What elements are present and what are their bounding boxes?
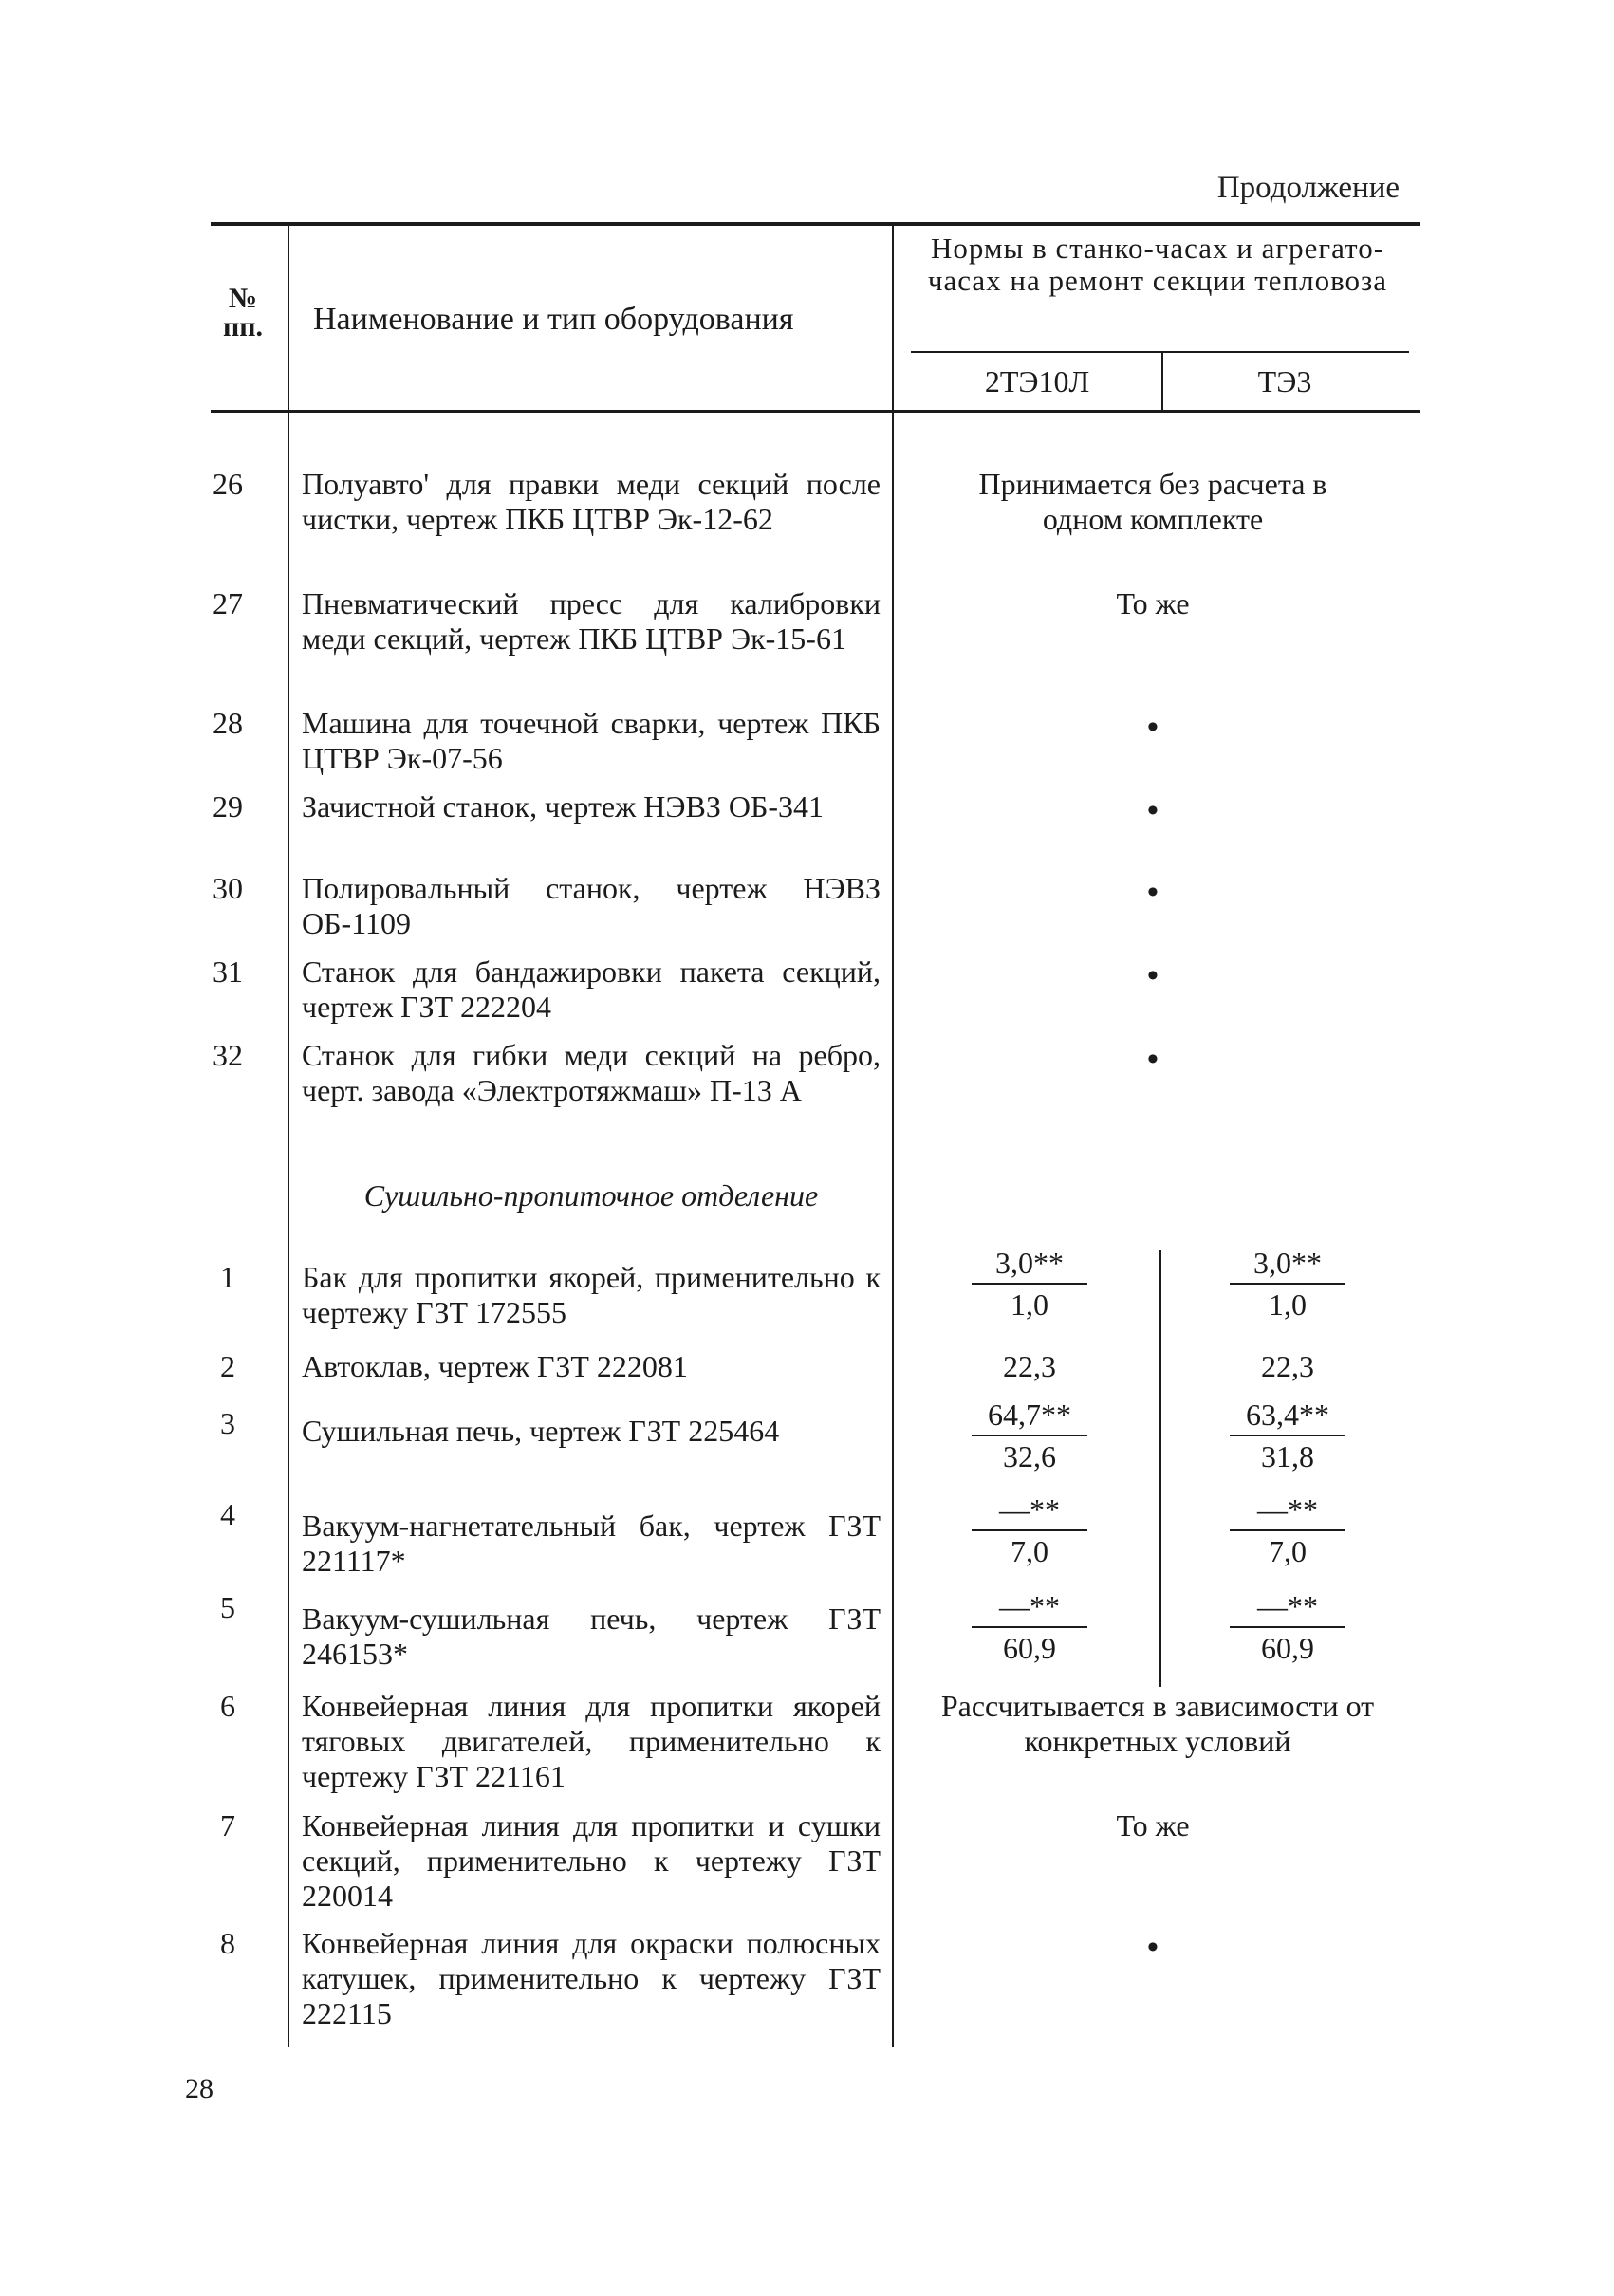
row-equipment-name: Вакуум-нагнетательный бак, чертеж ГЗТ 221117* — [302, 1509, 881, 1578]
norm-subcolumn-line — [1159, 1250, 1161, 1687]
num-column-line — [288, 226, 289, 2047]
row-number: 32 — [213, 1038, 243, 1072]
ditto-mark: • — [1147, 958, 1159, 993]
ditto-mark: • — [1147, 875, 1159, 910]
fraction-value-2te10l — [968, 1397, 1091, 1474]
row-equipment-name: Конвейерная линия для пропитки и сушки секций, применительно к чертежу ГЗТ 220014 — [302, 1808, 881, 1913]
row-equipment-name: Конвейерная линия для пропитки якорей тяговых двигателей, применительно к чертежу ГЗТ 221161 — [302, 1689, 881, 1793]
row-number: 1 — [220, 1260, 235, 1294]
fraction-bar — [1230, 1283, 1345, 1285]
fraction-bar — [1230, 1435, 1345, 1436]
row-norm-note: Рассчитывается в зависимости от конкретных условий — [940, 1689, 1375, 1758]
fraction-denominator: 7,0 — [1011, 1534, 1048, 1568]
row-equipment-name: Бак для пропитки якорей, применительно к чертежу ГЗТ 172555 — [302, 1260, 881, 1329]
fraction-value-te3 — [1226, 1588, 1349, 1666]
fraction-numerator: 3,0** — [995, 1246, 1064, 1280]
continuation-label: Продолжение — [1216, 171, 1400, 205]
row-equipment-name: Полировальный станок, чертеж НЭВЗ ОБ-1109 — [302, 871, 881, 940]
fraction-denominator: 1,0 — [1011, 1287, 1048, 1322]
row-number: 8 — [220, 1926, 235, 1960]
fraction-denominator: 60,9 — [1003, 1631, 1056, 1665]
row-number: 26 — [213, 467, 243, 501]
row-norm-note: Принимается без расчета в одном комплекте — [978, 467, 1327, 536]
fraction-denominator: 60,9 — [1261, 1631, 1314, 1665]
fraction-numerator: 64,7** — [988, 1398, 1071, 1432]
fraction-numerator: 3,0** — [1253, 1246, 1322, 1280]
row-number: 6 — [220, 1689, 235, 1723]
value-te3: 22,3 — [1261, 1349, 1314, 1383]
fraction-bar — [972, 1626, 1087, 1628]
row-norm-note: То же — [1116, 1808, 1190, 1842]
name-column-line — [892, 226, 894, 2047]
fraction-numerator: —** — [1257, 1492, 1318, 1527]
fraction-denominator: 31,8 — [1261, 1439, 1314, 1473]
row-number: 31 — [213, 954, 243, 989]
row-number: 7 — [220, 1808, 235, 1842]
fraction-value-te3 — [1226, 1245, 1349, 1323]
ditto-mark: • — [1147, 793, 1159, 828]
fraction-bar — [972, 1283, 1087, 1285]
row-equipment-name: Пневматический пресс для калибровки меди секций, чертеж ПКБ ЦТВР Эк-15-61 — [302, 586, 881, 656]
row-norm-note: То же — [1116, 586, 1190, 620]
row-number: 29 — [213, 789, 243, 824]
row-equipment-name: Полуавто' для правки меди секций после чистки, чертеж ПКБ ЦТВР Эк-12-62 — [302, 467, 881, 536]
subsection-heading: Сушильно-пропиточное отделение — [363, 1178, 819, 1213]
row-equipment-name: Сушильная печь, чертеж ГЗТ 225464 — [302, 1414, 780, 1448]
header-number: № пп. — [222, 283, 264, 343]
fraction-value-te3 — [1226, 1491, 1349, 1569]
row-equipment-name: Вакуум-сушильная печь, чертеж ГЗТ 246153* — [302, 1602, 881, 1671]
fraction-denominator: 1,0 — [1269, 1287, 1307, 1322]
row-number: 30 — [213, 871, 243, 905]
fraction-value-2te10l — [968, 1491, 1091, 1569]
row-equipment-name: Машина для точечной сварки, чертеж ПКБ ЦТВР Эк-07-56 — [302, 706, 881, 775]
row-number: 28 — [213, 706, 243, 740]
header-norms: Нормы в станко-часах и агрегато-часах на ремонт секции тепловоза — [927, 231, 1388, 297]
header-col-te3: ТЭ3 — [1257, 364, 1312, 398]
row-equipment-name: Станок для гибки меди секций на ребро, черт. завода «Электротяжмаш» П-13 А — [302, 1038, 881, 1107]
fraction-bar — [972, 1529, 1087, 1531]
row-equipment-name: Станок для бандажировки пакета секций, чертеж ГЗТ 222204 — [302, 954, 881, 1024]
row-number: 2 — [220, 1349, 235, 1383]
fraction-bar — [1230, 1626, 1345, 1628]
ditto-mark: • — [1147, 710, 1159, 745]
header-col-2te10l: 2ТЭ10Л — [984, 364, 1090, 398]
norms-divider-rule — [911, 351, 1409, 353]
fraction-bar — [1230, 1529, 1345, 1531]
fraction-numerator: —** — [999, 1492, 1060, 1527]
header-bottom-rule — [211, 410, 1420, 413]
fraction-value-te3 — [1226, 1397, 1349, 1474]
fraction-numerator: —** — [1257, 1589, 1318, 1623]
row-number: 5 — [220, 1590, 235, 1624]
row-number: 27 — [213, 586, 243, 620]
ditto-mark: • — [1147, 1042, 1159, 1077]
fraction-numerator: —** — [999, 1589, 1060, 1623]
page-number: 28 — [185, 2073, 213, 2104]
fraction-denominator: 32,6 — [1003, 1439, 1056, 1473]
row-equipment-name: Зачистной станок, чертеж НЭВЗ ОБ-341 — [302, 789, 824, 824]
table-top-rule — [211, 222, 1420, 226]
row-number: 4 — [220, 1497, 235, 1531]
fraction-denominator: 7,0 — [1269, 1534, 1307, 1568]
fraction-numerator: 63,4** — [1246, 1398, 1329, 1432]
fraction-bar — [972, 1435, 1087, 1436]
value-2te10l: 22,3 — [1003, 1349, 1056, 1383]
header-equipment-name: Наименование и тип оборудования — [313, 302, 794, 337]
row-equipment-name: Автоклав, чертеж ГЗТ 222081 — [302, 1349, 688, 1383]
row-number: 3 — [220, 1406, 235, 1440]
fraction-value-2te10l — [968, 1588, 1091, 1666]
ditto-mark: • — [1147, 1930, 1159, 1965]
fraction-value-2te10l — [968, 1245, 1091, 1323]
row-equipment-name: Конвейерная линия для окраски полюсных катушек, применительно к чертежу ГЗТ 222115 — [302, 1926, 881, 2030]
